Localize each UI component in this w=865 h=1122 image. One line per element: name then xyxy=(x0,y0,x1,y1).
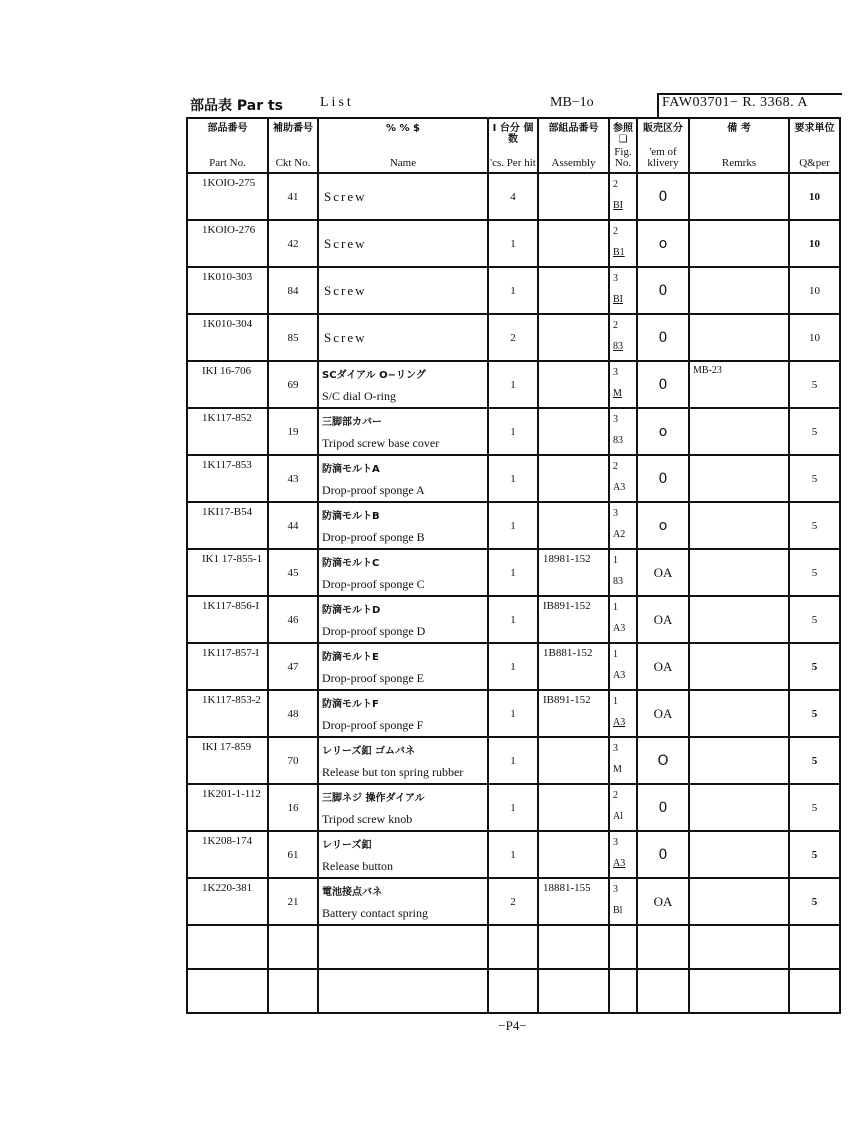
remarks xyxy=(689,220,789,267)
qty-per-unit: 5 xyxy=(789,690,840,737)
quantity: 1 xyxy=(488,220,538,267)
header-remarks xyxy=(689,118,789,173)
header-en: Fig. No. xyxy=(614,146,632,169)
part-name xyxy=(318,314,488,361)
part-name-jp: 防滴モルトD xyxy=(322,605,381,616)
empty-cell xyxy=(637,969,689,1013)
part-number: 1K208-174 xyxy=(187,831,268,878)
qty-per-unit: 5 xyxy=(789,643,840,690)
part-number: 1K117-852 xyxy=(187,408,268,455)
part-name-jp: 三脚部カバー xyxy=(322,417,382,428)
part-name xyxy=(318,690,488,737)
part-name-en: Drop-proof sponge A xyxy=(322,483,425,497)
delivery-class: OA xyxy=(637,878,689,925)
part-name-jp: 防滴モルトC xyxy=(322,558,380,569)
ckt-number: 48 xyxy=(268,690,318,737)
qty-per-unit: 10 xyxy=(789,314,840,361)
part-name-jp: レリーズ釦 ゴムバネ xyxy=(322,746,415,757)
remarks xyxy=(689,643,789,690)
table-row xyxy=(187,784,840,831)
header-jp: 備 考 xyxy=(727,123,751,134)
fig-position: A2 xyxy=(613,529,626,540)
parts-table xyxy=(186,117,841,1014)
delivery-class: o xyxy=(637,220,689,267)
fig-position: M xyxy=(613,764,622,775)
header-jp: 補助番号 xyxy=(273,123,313,134)
table-row xyxy=(187,549,840,596)
fig-position: A3 xyxy=(613,623,626,634)
header-qty xyxy=(488,118,538,173)
header-en: Part No. xyxy=(209,157,246,169)
delivery-class: 0 xyxy=(637,784,689,831)
part-number: 1K220-381 xyxy=(187,878,268,925)
part-name-en: Screw xyxy=(324,189,367,204)
part-name-en: Battery contact spring xyxy=(322,906,428,920)
part-number: 1KOIO-275 xyxy=(187,173,268,220)
remarks xyxy=(689,878,789,925)
header-jp: % % $ xyxy=(386,123,420,134)
part-name-en: Release but ton spring rubber xyxy=(322,765,464,779)
assembly-number xyxy=(538,173,609,220)
fig-page: 2 xyxy=(613,320,618,331)
qty-per-unit: 5 xyxy=(789,878,840,925)
part-name-en: Drop-proof sponge C xyxy=(322,577,425,591)
fig-page: 2 xyxy=(613,226,618,237)
fig-number xyxy=(609,455,637,502)
fig-number xyxy=(609,831,637,878)
part-name-jp: SCダイアル O−リング xyxy=(322,370,426,381)
document-code: FAW03701− R. 3368. A xyxy=(662,95,809,110)
part-name-en: Screw xyxy=(324,236,367,251)
table-row xyxy=(187,831,840,878)
assembly-number xyxy=(538,831,609,878)
header-fig-no xyxy=(609,118,637,173)
part-name-en: Release button xyxy=(322,859,393,873)
fig-position: Al xyxy=(613,811,623,822)
header-jp: 参照 ❏ xyxy=(613,123,633,145)
table-body xyxy=(187,173,840,1013)
remarks xyxy=(689,596,789,643)
quantity: 1 xyxy=(488,690,538,737)
ckt-number: 41 xyxy=(268,173,318,220)
fig-position: A3 xyxy=(613,482,626,493)
part-number: IKI 17-859 xyxy=(187,737,268,784)
remarks xyxy=(689,549,789,596)
part-name-jp: 防滴モルトF xyxy=(322,699,379,710)
assembly-number: 18881-155 xyxy=(538,878,609,925)
table-row xyxy=(187,643,840,690)
header-en: Ckt No. xyxy=(275,157,311,169)
qty-per-unit: 5 xyxy=(789,737,840,784)
part-name-en: Screw xyxy=(324,330,367,345)
remarks xyxy=(689,267,789,314)
part-name xyxy=(318,643,488,690)
part-name xyxy=(318,549,488,596)
qty-per-unit: 5 xyxy=(789,831,840,878)
qty-per-unit: 5 xyxy=(789,596,840,643)
empty-cell xyxy=(488,925,538,969)
assembly-number xyxy=(538,784,609,831)
delivery-class: OA xyxy=(637,643,689,690)
part-name xyxy=(318,831,488,878)
empty-cell xyxy=(268,925,318,969)
quantity: 4 xyxy=(488,173,538,220)
ckt-number: 46 xyxy=(268,596,318,643)
header-ckt-no xyxy=(268,118,318,173)
header-assembly xyxy=(538,118,609,173)
fig-number xyxy=(609,502,637,549)
fig-number xyxy=(609,361,637,408)
ckt-number: 44 xyxy=(268,502,318,549)
empty-cell xyxy=(268,969,318,1013)
part-name-en: S/C dial O-ring xyxy=(322,389,396,403)
part-name-jp: レリーズ釦 xyxy=(322,840,372,851)
qty-per-unit: 5 xyxy=(789,784,840,831)
ckt-number: 47 xyxy=(268,643,318,690)
part-name xyxy=(318,173,488,220)
delivery-class: O xyxy=(637,737,689,784)
table-row xyxy=(187,314,840,361)
header-part-no xyxy=(187,118,268,173)
part-name xyxy=(318,220,488,267)
part-name xyxy=(318,784,488,831)
assembly-number: 18981-152 xyxy=(538,549,609,596)
assembly-number: IB891-152 xyxy=(538,596,609,643)
fig-number xyxy=(609,220,637,267)
quantity: 1 xyxy=(488,361,538,408)
quantity: 2 xyxy=(488,314,538,361)
qty-per-unit: 5 xyxy=(789,502,840,549)
fig-page: 2 xyxy=(613,461,618,472)
part-number: 1K117-856-I xyxy=(187,596,268,643)
part-name xyxy=(318,737,488,784)
part-name xyxy=(318,878,488,925)
empty-cell xyxy=(538,925,609,969)
fig-position: 83 xyxy=(613,576,623,587)
remarks xyxy=(689,455,789,502)
assembly-number xyxy=(538,737,609,784)
fig-position: A3 xyxy=(613,670,626,681)
ckt-number: 84 xyxy=(268,267,318,314)
assembly-number xyxy=(538,314,609,361)
assembly-number xyxy=(538,267,609,314)
delivery-class: OA xyxy=(637,596,689,643)
part-name-en: Drop-proof sponge D xyxy=(322,624,426,638)
quantity: 1 xyxy=(488,408,538,455)
quantity: 1 xyxy=(488,737,538,784)
remarks xyxy=(689,173,789,220)
qty-per-unit: 10 xyxy=(789,267,840,314)
part-number: 1K010-304 xyxy=(187,314,268,361)
qty-per-unit: 5 xyxy=(789,361,840,408)
quantity: 1 xyxy=(488,502,538,549)
quantity: 1 xyxy=(488,596,538,643)
delivery-class: 0 xyxy=(637,314,689,361)
header-jp: I 台分 個 数 xyxy=(492,123,534,145)
fig-number xyxy=(609,173,637,220)
part-number: IK1 17-855-1 xyxy=(187,549,268,596)
assembly-number: IB891-152 xyxy=(538,690,609,737)
table-row xyxy=(187,596,840,643)
assembly-number xyxy=(538,220,609,267)
part-name xyxy=(318,361,488,408)
ckt-number: 42 xyxy=(268,220,318,267)
model-number: MB−1o xyxy=(550,95,594,110)
header-en: Name xyxy=(389,157,417,169)
delivery-class: 0 xyxy=(637,831,689,878)
delivery-class: OA xyxy=(637,549,689,596)
header-jp: 販売区分 xyxy=(643,123,683,134)
fig-position: BI xyxy=(613,294,623,305)
empty-cell xyxy=(689,969,789,1013)
empty-cell xyxy=(637,925,689,969)
fig-page: 1 xyxy=(613,555,618,566)
fig-page: 3 xyxy=(613,837,618,848)
empty-cell xyxy=(318,969,488,1013)
header-jp: 要求単位 xyxy=(794,123,835,134)
part-number: 1K010-303 xyxy=(187,267,268,314)
part-name xyxy=(318,502,488,549)
header-en: Remrks xyxy=(721,157,757,169)
delivery-class: 0 xyxy=(637,173,689,220)
qty-per-unit: 10 xyxy=(789,173,840,220)
remarks xyxy=(689,502,789,549)
empty-cell xyxy=(538,969,609,1013)
fig-number xyxy=(609,314,637,361)
empty-cell xyxy=(488,969,538,1013)
part-name-jp: 防滴モルトE xyxy=(322,652,379,663)
fig-page: 1 xyxy=(613,649,618,660)
qty-per-unit: 5 xyxy=(789,549,840,596)
fig-position: A3 xyxy=(613,858,626,869)
qty-per-unit: 10 xyxy=(789,220,840,267)
part-name xyxy=(318,596,488,643)
part-name xyxy=(318,455,488,502)
empty-cell xyxy=(187,925,268,969)
ckt-number: 69 xyxy=(268,361,318,408)
remarks xyxy=(689,314,789,361)
empty-cell xyxy=(609,925,637,969)
part-name xyxy=(318,267,488,314)
empty-cell xyxy=(318,925,488,969)
ckt-number: 45 xyxy=(268,549,318,596)
ckt-number: 85 xyxy=(268,314,318,361)
delivery-class: 0 xyxy=(637,455,689,502)
fig-position: Bl xyxy=(613,905,623,916)
title-parts-list: 部品表 Par ts xyxy=(190,98,284,114)
part-name-jp: 電池接点バネ xyxy=(322,887,382,898)
page-number: −P4− xyxy=(498,1018,527,1033)
delivery-class: o xyxy=(637,408,689,455)
ckt-number: 21 xyxy=(268,878,318,925)
assembly-number xyxy=(538,361,609,408)
remarks xyxy=(689,784,789,831)
delivery-class: 0 xyxy=(637,267,689,314)
fig-number xyxy=(609,878,637,925)
empty-cell xyxy=(789,925,840,969)
table-row xyxy=(187,220,840,267)
part-name-jp: 防滴モルトB xyxy=(322,511,380,522)
table-row xyxy=(187,737,840,784)
assembly-number xyxy=(538,502,609,549)
fig-page: 1 xyxy=(613,696,618,707)
fig-page: 1 xyxy=(613,602,618,613)
assembly-number: 1B881-152 xyxy=(538,643,609,690)
fig-position: 83 xyxy=(613,435,623,446)
part-name xyxy=(318,408,488,455)
table-row xyxy=(187,455,840,502)
delivery-class: 0 xyxy=(637,361,689,408)
part-number: 1K201-1-112 xyxy=(187,784,268,831)
quantity: 1 xyxy=(488,267,538,314)
ckt-number: 19 xyxy=(268,408,318,455)
fig-position: BI xyxy=(613,200,623,211)
fig-number xyxy=(609,267,637,314)
quantity: 1 xyxy=(488,455,538,502)
table-row xyxy=(187,173,840,220)
table-row xyxy=(187,878,840,925)
ckt-number: 43 xyxy=(268,455,318,502)
part-number: 1K117-853-2 xyxy=(187,690,268,737)
remarks: MB-23 xyxy=(689,361,789,408)
empty-row xyxy=(187,969,840,1013)
header-name xyxy=(318,118,488,173)
title-list: List xyxy=(320,95,354,110)
table-row xyxy=(187,690,840,737)
empty-cell xyxy=(689,925,789,969)
delivery-class: OA xyxy=(637,690,689,737)
empty-row xyxy=(187,925,840,969)
fig-number xyxy=(609,596,637,643)
fig-number xyxy=(609,643,637,690)
fig-position: M xyxy=(613,388,622,399)
part-name-jp: 三脚ネジ 操作ダイアル xyxy=(322,793,425,804)
assembly-number xyxy=(538,408,609,455)
ckt-number: 70 xyxy=(268,737,318,784)
fig-page: 3 xyxy=(613,273,618,284)
part-name-en: Screw xyxy=(324,283,367,298)
fig-page: 3 xyxy=(613,508,618,519)
fig-page: 2 xyxy=(613,179,618,190)
part-name-en: Tripod screw knob xyxy=(322,812,413,826)
header-en: Q&per xyxy=(799,157,830,169)
code-box-border xyxy=(657,93,842,119)
fig-page: 2 xyxy=(613,790,618,801)
part-number: 1K117-857-I xyxy=(187,643,268,690)
part-number: 1KOIO-276 xyxy=(187,220,268,267)
quantity: 1 xyxy=(488,784,538,831)
part-number: IKI 16-706 xyxy=(187,361,268,408)
fig-page: 3 xyxy=(613,367,618,378)
part-number: 1K117-853 xyxy=(187,455,268,502)
table-row xyxy=(187,408,840,455)
remarks xyxy=(689,408,789,455)
header-jp: 部品番号 xyxy=(207,123,248,134)
empty-cell xyxy=(789,969,840,1013)
header-qty-per xyxy=(789,118,840,173)
ckt-number: 16 xyxy=(268,784,318,831)
header-delivery xyxy=(637,118,689,173)
header-jp: 部組品番号 xyxy=(548,123,599,134)
quantity: 1 xyxy=(488,831,538,878)
fig-number xyxy=(609,690,637,737)
fig-page: 3 xyxy=(613,414,618,425)
fig-number xyxy=(609,549,637,596)
fig-number xyxy=(609,737,637,784)
quantity: 1 xyxy=(488,549,538,596)
part-name-en: Drop-proof sponge B xyxy=(322,530,425,544)
header-row xyxy=(187,118,840,173)
fig-position: 83 xyxy=(613,341,623,352)
table-row xyxy=(187,361,840,408)
remarks xyxy=(689,831,789,878)
fig-position: B1 xyxy=(613,247,625,258)
delivery-class: o xyxy=(637,502,689,549)
remarks xyxy=(689,690,789,737)
header-en: 'cs. Per hit xyxy=(490,157,536,169)
fig-page: 3 xyxy=(613,884,618,895)
header-en: Assembly xyxy=(551,157,596,169)
quantity: 1 xyxy=(488,643,538,690)
fig-number xyxy=(609,408,637,455)
empty-cell xyxy=(187,969,268,1013)
fig-page: 3 xyxy=(613,743,618,754)
header-en: 'em of klivery xyxy=(647,146,679,169)
part-name-en: Tripod screw base cover xyxy=(322,436,440,450)
quantity: 2 xyxy=(488,878,538,925)
table-row xyxy=(187,267,840,314)
qty-per-unit: 5 xyxy=(789,408,840,455)
remarks xyxy=(689,737,789,784)
table-row xyxy=(187,502,840,549)
empty-cell xyxy=(609,969,637,1013)
part-number: 1KI17-B54 xyxy=(187,502,268,549)
fig-number xyxy=(609,784,637,831)
part-name-en: Drop-proof sponge E xyxy=(322,671,424,685)
part-name-jp: 防滴モルトA xyxy=(322,464,380,475)
ckt-number: 61 xyxy=(268,831,318,878)
qty-per-unit: 5 xyxy=(789,455,840,502)
part-name-en: Drop-proof sponge F xyxy=(322,718,424,732)
assembly-number xyxy=(538,455,609,502)
fig-position: A3 xyxy=(613,717,626,728)
